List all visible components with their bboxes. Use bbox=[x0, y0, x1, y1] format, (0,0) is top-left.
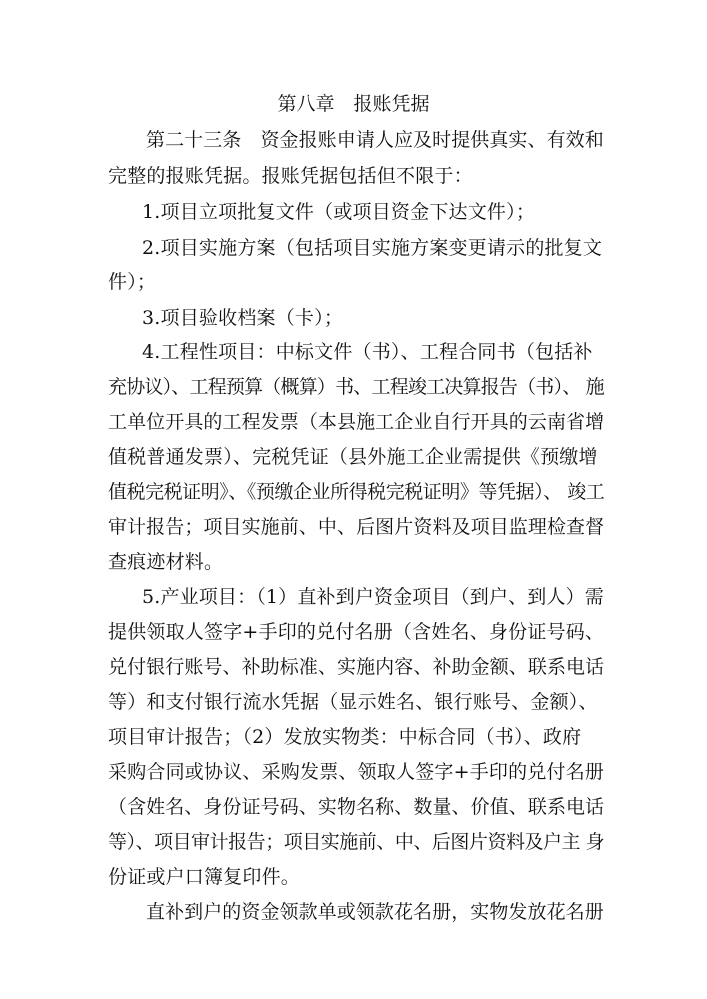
item-5-line-6: 采购合同或协议、采购发票、领取人签字+手印的兑付名册 bbox=[108, 761, 605, 783]
item-4-line-5: 值税完税证明》、《预缴企业所得税完税证明》等凭据）、 竣工 bbox=[108, 481, 605, 503]
item-2-line-2: 件）； bbox=[108, 271, 157, 293]
item-5-line-7: （含姓名、身份证号码、实物名称、数量、价值、联系电话 bbox=[108, 796, 605, 818]
item-4-line-3: 工单位开具的工程发票（本县施工企业自行开具的云南省增 bbox=[108, 411, 605, 433]
item-2-line-1: 2.项目实施方案（包括项目实施方案变更请示的批复文 bbox=[142, 237, 603, 259]
item-4-line-2: 充协议）、工程预算（概算）书、工程竣工决算报告（书）、 施 bbox=[108, 376, 604, 398]
item-5-line-5: 项目审计报告；（2）发放实物类：中标合同（书）、政府 bbox=[108, 726, 582, 748]
item-4-line-6: 审计报告；项目实施前、中、后图片资料及项目监理检查督 bbox=[108, 516, 605, 538]
article-23-line-1: 第二十三条 资金报账申请人应及时提供真实、有效和 bbox=[146, 129, 604, 151]
closing-paragraph-line-1: 直补到户的资金领款单或领款花名册，实物发放花名册 bbox=[146, 901, 604, 923]
item-1-line-1: 1.项目立项批复文件（或项目资金下达文件）； bbox=[142, 201, 536, 223]
item-5-line-3: 兑付银行账号、补助标准、实施内容、补助金额、联系电话 bbox=[108, 656, 605, 678]
item-5-line-9: 份证或户口簿复印件。 bbox=[108, 866, 301, 888]
item-5-line-1: 5.产业项目：（1）直补到户资金项目（到户、到人）需 bbox=[142, 586, 604, 608]
item-5-line-8: 等）、项目审计报告；项目实施前、中、后图片资料及户主 身 bbox=[108, 831, 605, 853]
item-5-line-4: 等）和支付银行流水凭据（显示姓名、银行账号、金额）、 bbox=[108, 691, 598, 713]
item-3-line-1: 3.项目验收档案（卡）； bbox=[142, 307, 344, 329]
chapter-title: 第八章 报账凭据 bbox=[277, 93, 430, 115]
item-4-line-4: 值税普通发票）、完税凭证（县外施工企业需提供《预缴增 bbox=[108, 446, 598, 468]
article-23-line-2: 完整的报账凭据。报账凭据包括但不限于： bbox=[108, 165, 473, 187]
item-4-line-1: 4.工程性项目：中标文件（书）、工程合同书（包括补 bbox=[142, 341, 593, 363]
item-5-line-2: 提供领取人签字+手印的兑付名册（含姓名、身份证号码、 bbox=[108, 621, 605, 643]
item-4-line-7: 查痕迹材料。 bbox=[108, 551, 224, 573]
